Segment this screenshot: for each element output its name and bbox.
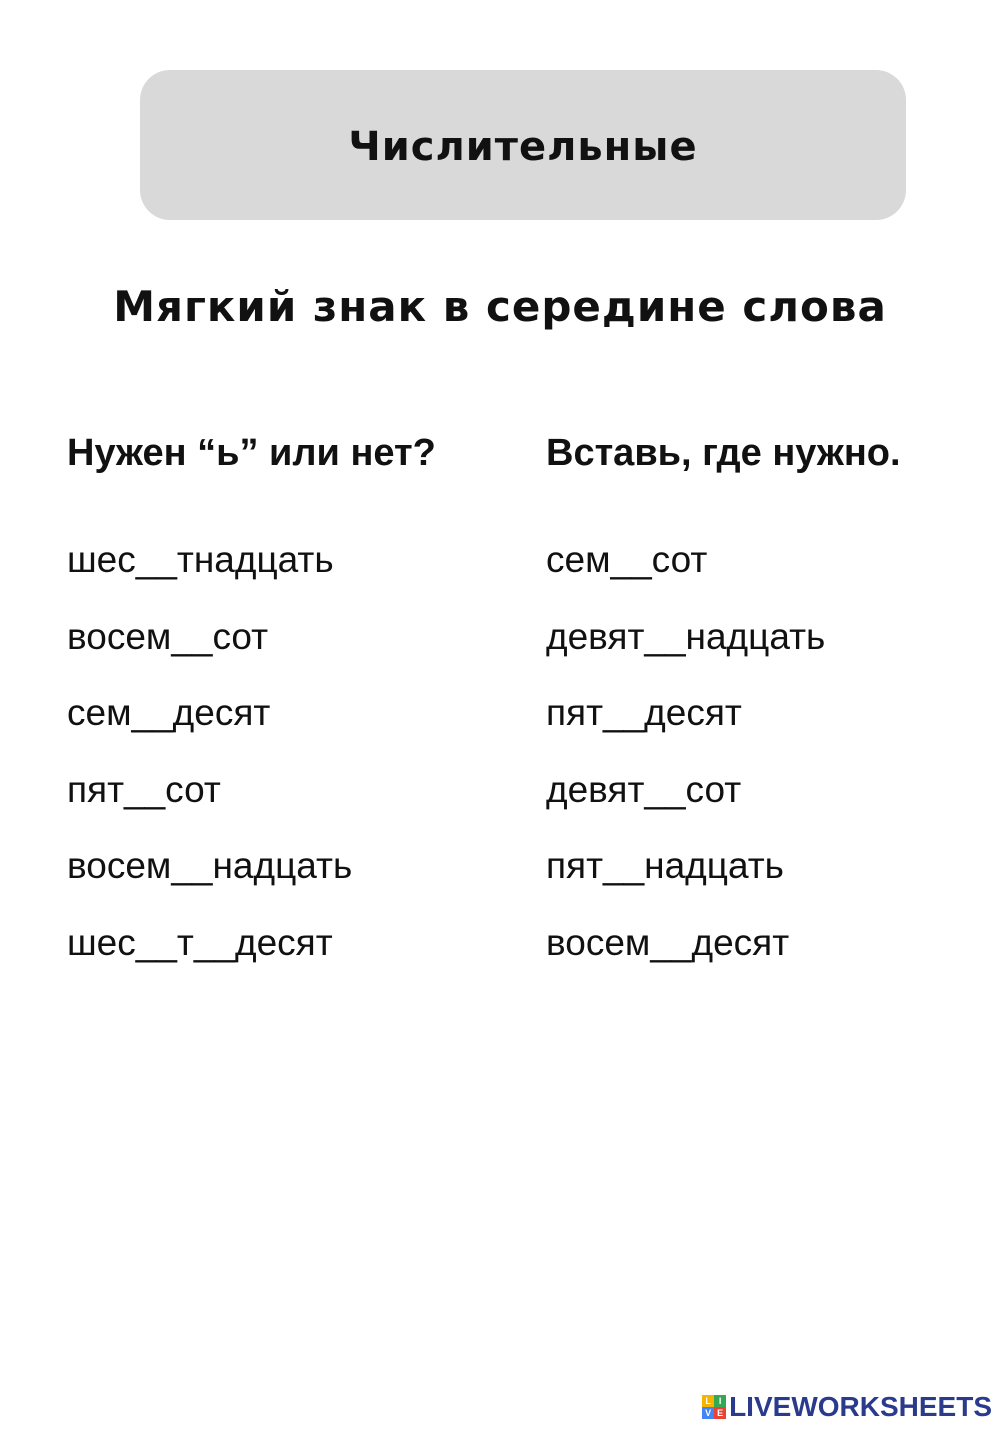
word-item: шес__т__десят xyxy=(67,921,333,963)
left-column-heading: Нужен “ь” или нет? xyxy=(67,432,436,474)
word-item: восем__сот xyxy=(67,615,269,657)
word-item: восем__десят xyxy=(546,921,790,963)
right-column-heading: Вставь, где нужно. xyxy=(546,432,901,474)
word-item: девят__сот xyxy=(546,768,742,810)
page-subtitle: Мягкий знак в середине слова xyxy=(113,282,887,331)
logo-text: LIVEWORKSHEETS xyxy=(729,1391,992,1422)
logo-square-e: E xyxy=(714,1407,726,1419)
logo-square-l: L xyxy=(702,1395,714,1407)
left-word-list xyxy=(67,530,352,989)
word-item: шес__тнадцать xyxy=(67,539,334,580)
liveworksheets-logo-icon xyxy=(702,1395,726,1419)
word-item: пят__надцать xyxy=(546,845,784,886)
word-item: восем__надцать xyxy=(67,845,353,886)
liveworksheets-logo[interactable] xyxy=(702,1391,992,1423)
word-item: сем__десят xyxy=(67,692,271,733)
word-item: пят__сот xyxy=(67,768,221,810)
word-item: сем__сот xyxy=(546,539,708,580)
right-word-list xyxy=(546,530,825,989)
logo-square-i: I xyxy=(714,1395,726,1407)
word-item: пят__десят xyxy=(546,692,742,733)
page-title: Числительные xyxy=(348,124,698,170)
logo-square-v: V xyxy=(702,1407,714,1419)
title-banner xyxy=(140,70,906,220)
word-item: девят__надцать xyxy=(546,615,826,657)
